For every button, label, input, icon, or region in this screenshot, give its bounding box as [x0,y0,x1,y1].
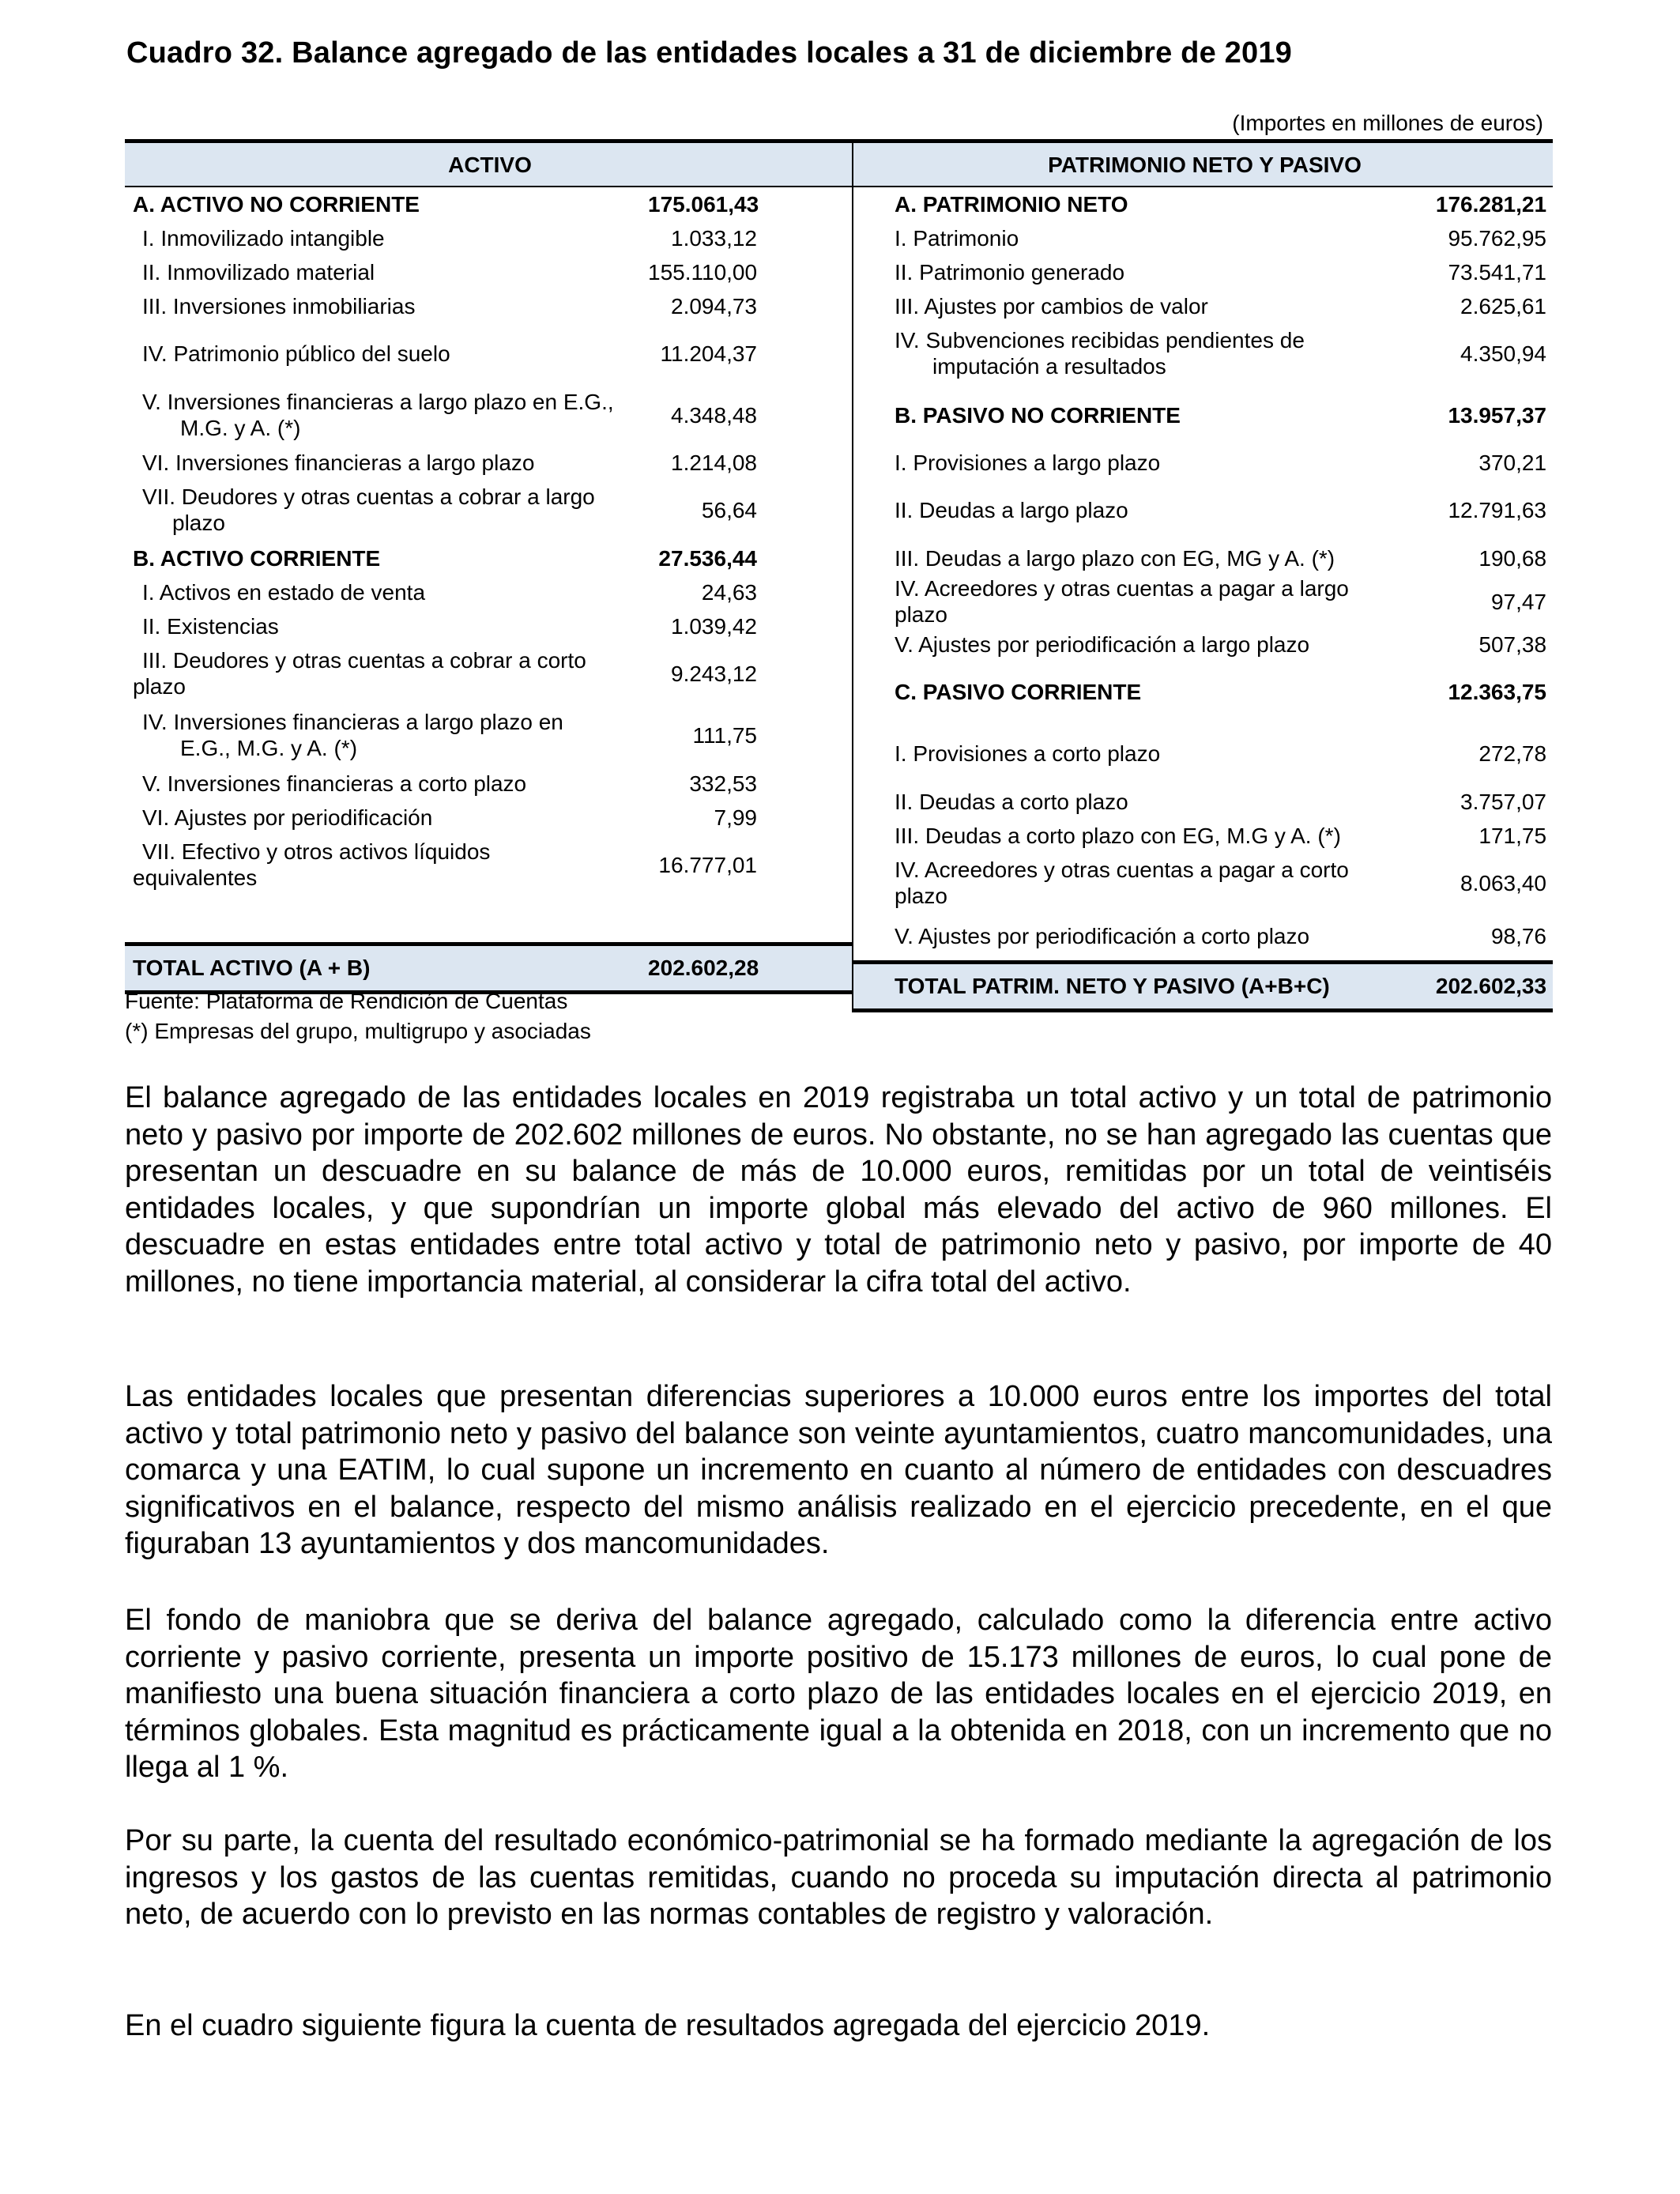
row-value: 8.063,40 [1460,870,1547,895]
row-value: 16.777,01 [658,852,757,877]
row-value: 4.350,94 [1460,341,1547,366]
table-notes [125,986,591,1046]
table-row [853,478,1553,541]
row-label: I. Patrimonio [853,221,1406,255]
pasivo-total-value: 202.602,33 [1406,962,1553,1010]
row-value: 13.957,37 [1448,402,1547,428]
row-label-line2: equivalentes [133,865,258,890]
row-label: V. Ajustes por periodificación a corto plazo [853,913,1406,962]
row-label-line2: plazo [172,511,225,535]
table-row [853,662,1553,722]
activo-total-label: TOTAL ACTIVO (A + B) [125,944,638,992]
row-label-line1: VII. Deudores y otras cuentas a cobrar a largo [142,484,595,509]
row-label [125,478,638,541]
row-value: 175.061,43 [648,192,759,217]
row-label-line2: plazo [133,674,186,699]
paragraph: Por su parte, la cuenta del resultado económico-patrimonial se ha formado mediante la agregación de los ingresos y los gastos de las cuentas remitidas, cuando no proceda su imputación directa al patrimonio neto, de acuerdo con lo previsto en las normas contables de registro y valoración. [125,1824,1552,1931]
row-value: 11.204,37 [660,341,757,366]
row-label: II. Patrimonio generado [853,255,1406,289]
table-row [853,575,1553,628]
row-label: I. Inmovilizado intangible [142,226,385,251]
pasivo-total-label: TOTAL PATRIM. NETO Y PASIVO (A+B+C) [853,962,1406,1010]
table-row [125,801,852,835]
row-value: 27.536,44 [658,546,757,571]
row-label: IV. Acreedores y otras cuentas a pagar a largo plazo [853,575,1406,628]
table-row [853,221,1553,255]
row-label: V. Inversiones financieras a corto plazo [142,771,527,796]
row-value: 7,99 [714,805,757,830]
row-label: I. Activos en estado de venta [142,580,426,605]
table-row [125,478,852,541]
table-row [853,447,1553,478]
pasivo-header: PATRIMONIO NETO Y PASIVO [853,141,1553,187]
table-row [125,541,852,575]
row-value: 176.281,21 [1435,192,1547,217]
row-label: III. Deudas a largo plazo con EG, MG y A. (*) [853,541,1406,575]
row-value: 1.214,08 [671,450,757,475]
row-value: 155.110,00 [648,260,758,285]
row-label-line2: E.G., M.G. y A. (*) [180,736,358,760]
row-label [853,323,1406,383]
row-label: III. Deudas a corto plazo con EG, M.G y A. (*) [853,819,1406,853]
table-row [125,703,852,767]
row-value: 98,76 [1490,924,1547,949]
row-label: I. Provisiones a corto plazo [853,722,1406,785]
row-label-line2: imputación a resultados [932,354,1166,379]
table-row [853,819,1553,853]
table-row-empty [125,895,852,944]
table-row [853,785,1553,819]
row-label: II. Deudas a corto plazo [853,785,1406,819]
row-value: 2.094,73 [671,294,757,319]
row-label: C. PASIVO CORRIENTE [853,662,1406,722]
table-row [853,323,1553,383]
row-label: IV. Acreedores y otras cuentas a pagar a corto plazo [853,853,1406,913]
paragraph: En el cuadro siguiente figura la cuenta de resultados agregada del ejercicio 2019. [125,2009,1211,2042]
row-value: 4.348,48 [671,402,757,428]
pasivo-header-row [853,141,1553,187]
row-label [125,643,638,703]
row-value: 73.541,71 [1448,260,1547,285]
table-row [853,383,1553,447]
footnote: (*) Empresas del grupo, multigrupo y asociadas [125,1019,591,1043]
activo-header: ACTIVO [125,141,852,187]
activo-header-row [125,141,852,187]
paragraph: El balance agregado de las entidades locales en 2019 registraba un total activo y un total de patrimonio neto y pasivo por importe de 202.602 millones de euros. No obstante, no se han agregado las cuentas que presentan un descuadre en su balance de más de 10.000 euros, remitidas por un total de veintiséis entidades locales, y que supondrían un importe global más elevado del activo de 960 millones. El descuadre en estas entidades entre total activo y total de patrimonio neto y pasivo, por importe de 40 millones, no tiene importancia material, al considerar la cifra total del activo. [125,1081,1552,1299]
table-row [853,255,1553,289]
row-value: 9.243,12 [671,661,757,686]
table-row [125,323,852,383]
table-row [853,722,1553,785]
table-row [853,913,1553,962]
row-label-line1: VII. Efectivo y otros activos líquidos [142,839,491,864]
row-label: A. ACTIVO NO CORRIENTE [133,192,420,217]
row-label: III. Inversiones inmobiliarias [142,294,416,319]
row-value: 272,78 [1478,741,1547,766]
row-value: 171,75 [1478,824,1547,848]
table-row [853,187,1553,221]
row-label: II. Inmovilizado material [142,260,375,285]
activo-total-row [125,944,852,992]
units-note: (Importes en millones de euros) [1232,111,1543,135]
row-value: 111,75 [692,722,757,748]
table-row [125,187,852,221]
table-row [125,609,852,643]
row-label: A. PATRIMONIO NETO [853,187,1406,221]
row-label: III. Ajustes por cambios de valor [853,289,1406,323]
row-label [125,383,638,447]
table-row [853,853,1553,913]
pasivo-table [852,139,1553,1012]
table-row [125,221,852,255]
row-label: B. ACTIVO CORRIENTE [133,546,381,571]
row-value: 97,47 [1490,589,1547,614]
row-label: I. Provisiones a largo plazo [853,447,1406,478]
row-value: 1.033,12 [671,226,757,251]
row-value: 12.791,63 [1448,497,1547,522]
table-row [125,767,852,801]
row-label-line2: M.G. y A. (*) [180,416,301,440]
source-note: Fuente: Plataforma de Rendición de Cuentas [125,989,568,1013]
row-label: VI. Ajustes por periodificación [142,805,433,830]
row-label-line1: IV. Inversiones financieras a largo plazo en [142,710,563,734]
row-value: 332,53 [689,771,757,796]
paragraph: El fondo de maniobra que se deriva del balance agregado, calculado como la diferencia entre activo corriente y pasivo corriente, presenta un importe positivo de 15.173 millones de euros, lo cual pone de manifiesto una buena situación financiera a corto plazo de las entidades locales en el ejercicio 2019, en términos globales. Esta magnitud es prácticamente igual a la obtenida en 2018, con un incremento que no llega al 1 %. [125,1604,1552,1784]
table-row [853,541,1553,575]
row-value: 190,68 [1478,546,1547,571]
row-value: 56,64 [701,497,757,522]
row-label: V. Ajustes por periodificación a largo plazo [853,628,1406,662]
row-label: VI. Inversiones financieras a largo plazo [142,450,535,475]
row-value: 507,38 [1478,632,1547,657]
table-row [853,628,1553,662]
pasivo-total-row [853,962,1553,1010]
row-label: IV. Patrimonio público del suelo [142,341,450,366]
table-row [125,255,852,289]
row-value: 370,21 [1478,450,1547,475]
activo-table [125,139,852,994]
paragraph: Las entidades locales que presentan diferencias superiores a 10.000 euros entre los importes del total activo y total patrimonio neto y pasivo del balance son veinte ayuntamientos, cuatro mancomunidades, una comarca y una EATIM, lo cual supone un incremento en cuanto al número de entidades con descuadres significativos en el balance, respecto del mismo análisis realizado en el ejercicio precedente, en el que figuraban 13 ayuntamientos y dos mancomunidades. [125,1380,1552,1560]
row-value: 3.757,07 [1460,790,1547,814]
activo-total-value: 202.602,28 [638,944,852,992]
table-row [125,383,852,447]
table-row [125,835,852,895]
row-label: II. Existencias [142,614,279,639]
row-label-line1: V. Inversiones financieras a largo plazo en E.G., [142,390,614,414]
row-label-line1: IV. Subvenciones recibidas pendientes de [895,328,1305,352]
row-label-line1: III. Deudores y otras cuentas a cobrar a corto [142,648,586,673]
table-row [125,289,852,323]
row-label: B. PASIVO NO CORRIENTE [853,383,1406,447]
row-value: 95.762,95 [1448,226,1547,251]
row-value: 2.625,61 [1460,294,1547,319]
row-value: 12.363,75 [1448,679,1547,704]
table-row [125,643,852,703]
table-row [853,289,1553,323]
row-value: 24,63 [701,580,757,605]
table-row [125,575,852,609]
row-label [125,835,638,895]
row-label: II. Deudas a largo plazo [853,478,1406,541]
table-title: Cuadro 32. Balance agregado de las entidades locales a 31 de diciembre de 2019 [126,36,1293,70]
row-label [125,703,638,767]
row-value: 1.039,42 [671,614,757,639]
table-row [125,447,852,478]
